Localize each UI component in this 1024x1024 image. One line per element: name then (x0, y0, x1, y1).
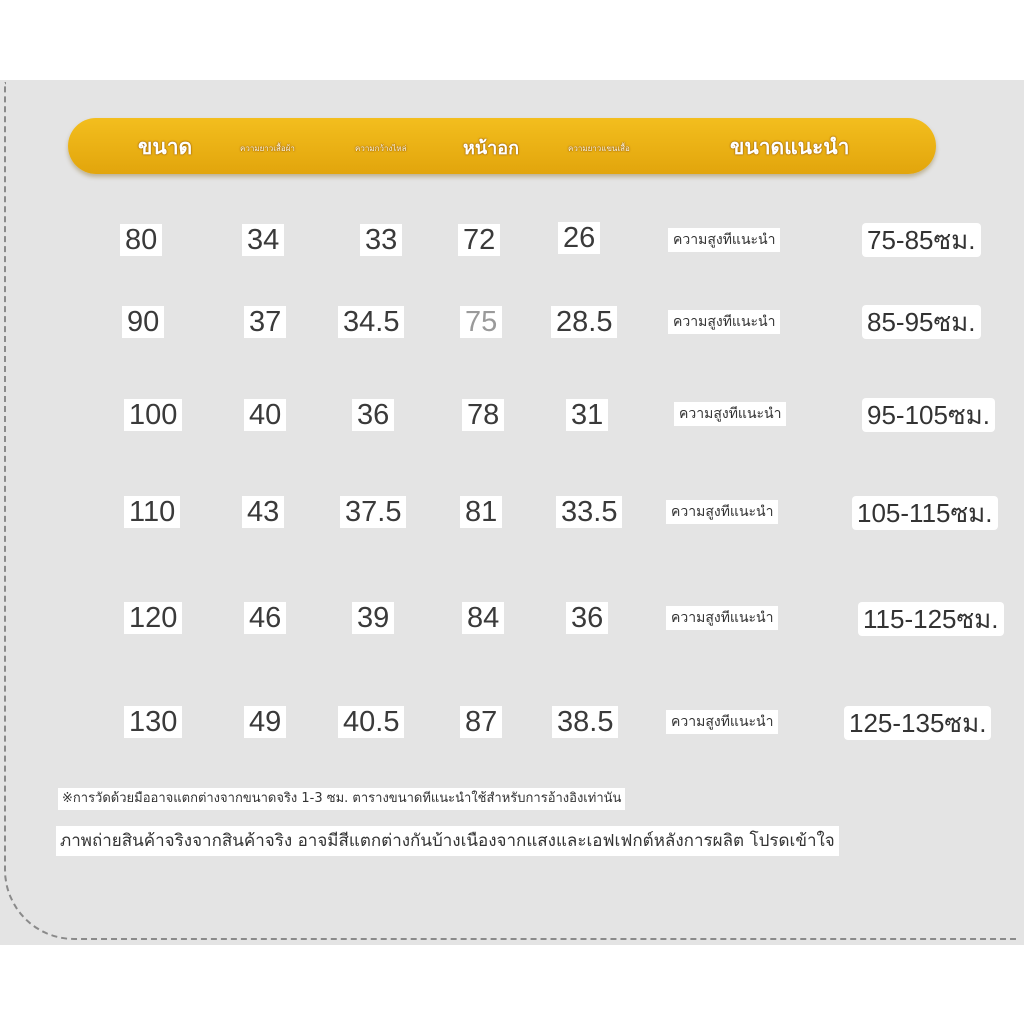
row6-sleeve: 38.5 (552, 706, 618, 738)
row5-range: 115-125ซม. (858, 602, 1004, 636)
row1-range: 75-85ซม. (862, 223, 981, 257)
row5-label: ความสูงทีแนะนำ (666, 606, 778, 630)
row1-chest: 72 (458, 224, 500, 256)
row2-shoulder: 34.5 (338, 306, 404, 338)
row4-sleeve: 33.5 (556, 496, 622, 528)
row3-length: 40 (244, 399, 286, 431)
row5-shoulder: 39 (352, 602, 394, 634)
row2-chest: 75 (460, 306, 502, 338)
row3-size: 100 (124, 399, 182, 431)
row6-size: 130 (124, 706, 182, 738)
row2-label: ความสูงทีแนะนำ (668, 310, 780, 334)
row3-label: ความสูงทีแนะนำ (674, 402, 786, 426)
row6-length: 49 (244, 706, 286, 738)
header-chest: หน้าอก (463, 138, 519, 159)
row6-label: ความสูงทีแนะนำ (666, 710, 778, 734)
row3-range: 95-105ซม. (862, 398, 995, 432)
row4-range: 105-115ซม. (852, 496, 998, 530)
row2-range: 85-95ซม. (862, 305, 981, 339)
header-size: ขนาด (138, 135, 193, 159)
row4-size: 110 (124, 496, 180, 528)
header-sleeve: ความยาวแขนเสื้อ (568, 144, 630, 153)
row1-label: ความสูงทีแนะนำ (668, 228, 780, 252)
row2-length: 37 (244, 306, 286, 338)
row1-sleeve: 26 (558, 222, 600, 254)
row3-chest: 78 (462, 399, 504, 431)
row1-shoulder: 33 (360, 224, 402, 256)
row4-length: 43 (242, 496, 284, 528)
row5-chest: 84 (462, 602, 504, 634)
row4-label: ความสูงทีแนะนำ (666, 500, 778, 524)
row4-shoulder: 37.5 (340, 496, 406, 528)
row6-shoulder: 40.5 (338, 706, 404, 738)
row6-chest: 87 (460, 706, 502, 738)
row3-shoulder: 36 (352, 399, 394, 431)
photo-note: ภาพถ่ายสินค้าจริงจากสินค้าจริง อาจมีสีแตกต่างกันบ้างเนืองจากแสงและเอฟเฟกต์หลังการผลิต โปรดเข้าใจ (56, 826, 839, 856)
row5-size: 120 (124, 602, 182, 634)
header-recommended: ขนาดแนะนำ (730, 135, 850, 159)
row1-size: 80 (120, 224, 162, 256)
header-length: ความยาวเสื้อผ้า (240, 144, 295, 153)
row1-length: 34 (242, 224, 284, 256)
row5-sleeve: 36 (566, 602, 608, 634)
row2-size: 90 (122, 306, 164, 338)
row3-sleeve: 31 (566, 399, 608, 431)
row5-length: 46 (244, 602, 286, 634)
row2-sleeve: 28.5 (551, 306, 617, 338)
row4-chest: 81 (460, 496, 502, 528)
measurement-note: ※การวัดด้วยมืออาจแตกต่างจากขนาดจริง 1-3 ซม. ตารางขนาดทีแนะนำใช้สำหรับการอ้างอิงเท่านัน (58, 788, 625, 810)
header-shoulder: ความกว้างไหล่ (355, 144, 407, 153)
row6-range: 125-135ซม. (844, 706, 991, 740)
